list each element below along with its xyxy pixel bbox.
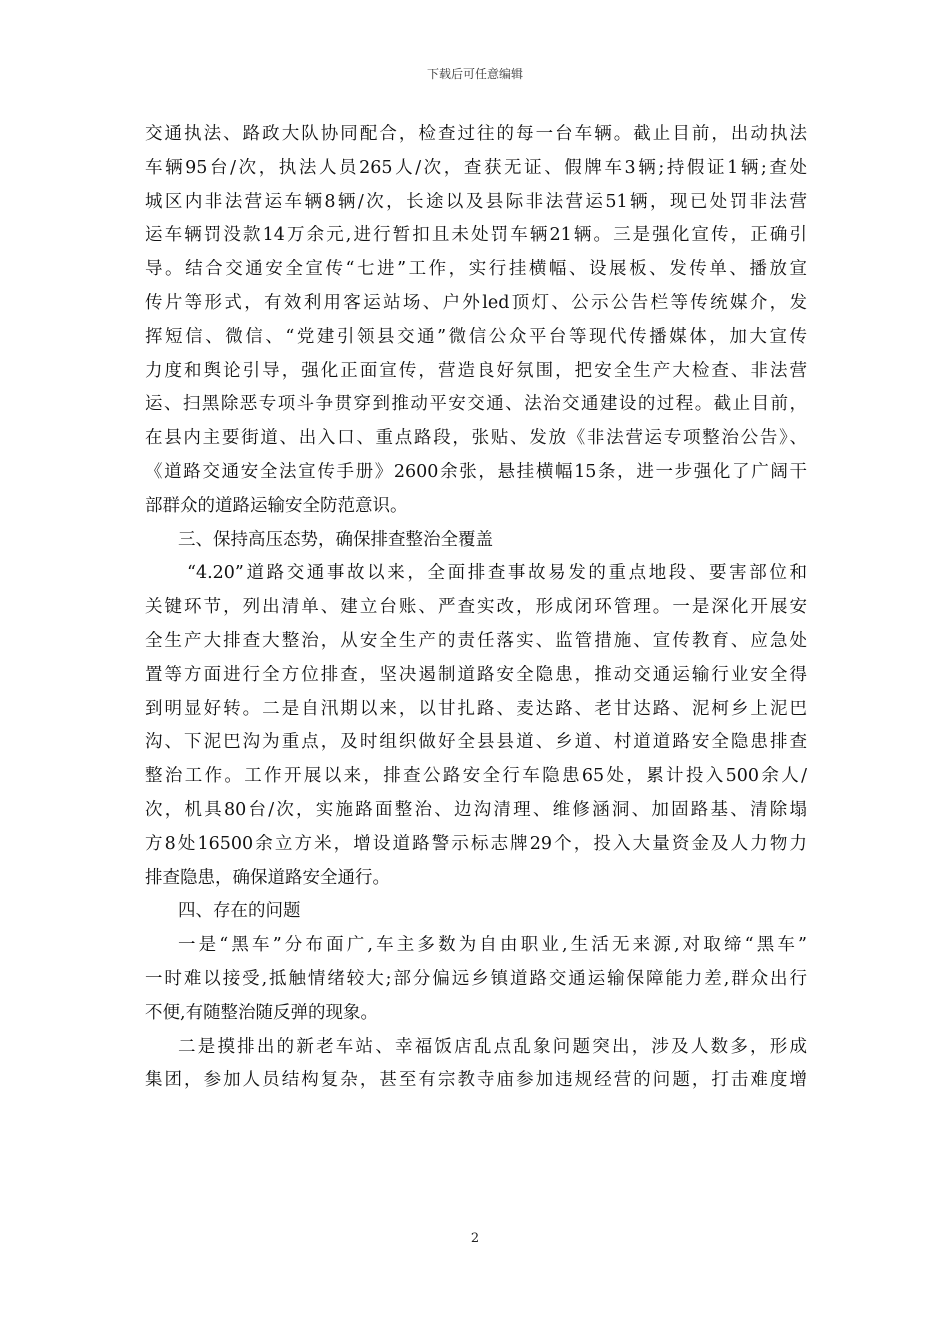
text-line: 交通执法、路政大队协同配合，检查过往的每一台车辆。截止目前，出动执法	[145, 124, 807, 144]
section-heading: 四、存在的问题	[178, 901, 301, 922]
page-number: 2	[470, 1231, 480, 1246]
text-line: 导。结合交通安全宣传“七进”工作，实行挂横幅、设展板、发传单、播放宣	[145, 259, 807, 280]
text-line: 二是摸排出的新老车站、幸福饭店乱点乱象问题突出，涉及人数多，形成	[178, 1036, 807, 1057]
text-line: 传片等形式，有效利用客运站场、户外led顶灯、公示公告栏等传统媒介，发	[145, 292, 807, 313]
text-line: 《道路交通安全法宣传手册》2600余张，悬挂横幅15条，进一步强化了广阔干	[145, 461, 807, 482]
section-heading: 三、保持高压态势，确保排查整治全覆盖	[178, 529, 493, 550]
text-line: “4.20”道路交通事故以来，全面排查事故易发的重点地段、要害部位和	[187, 563, 807, 584]
text-line: 全生产大排查大整治，从安全生产的责任落实、监管措施、宣传教育、应急处	[145, 630, 807, 651]
text-line: 一是“黑车”分布面广,车主多数为自由职业,生活无来源,对取缔“黑车”	[178, 935, 807, 956]
text-line: 整治工作。工作开展以来，排查公路安全行车隐患65处，累计投入500余人/	[145, 766, 807, 787]
text-line: 方8处16500余立方米，增设道路警示标志牌29个，投入大量资金及人力物力	[145, 833, 807, 854]
text-line: 次，机具80台/次，实施路面整治、边沟清理、维修涵洞、加固路基、清除塌	[145, 799, 807, 820]
text-line: 部群众的道路运输安全防范意识。	[145, 495, 408, 516]
text-line: 不便,有随整治随反弹的现象。	[145, 1002, 379, 1023]
text-line: 排查隐患，确保道路安全通行。	[145, 867, 390, 888]
text-line: 城区内非法营运车辆8辆/次，长途以及县际非法营运51辆，现已处罚非法营	[145, 191, 807, 212]
text-line: 一时难以接受,抵触情绪较大;部分偏远乡镇道路交通运输保障能力差,群众出行	[145, 968, 807, 989]
document-body	[145, 118, 807, 1098]
text-line: 在县内主要街道、出入口、重点路段，张贴、发放《非法营运专项整治公告》、	[145, 428, 807, 449]
text-line: 置等方面进行全方位排查，坚决遏制道路安全隐患，推动交通运输行业安全得	[145, 664, 807, 685]
text-line: 运、扫黑除恶专项斗争贯穿到推动平安交通、法治交通建设的过程。截止目前，	[145, 394, 807, 415]
text-line: 车辆95台/次，执法人员265人/次，查获无证、假牌车3辆;持假证1辆;查处	[145, 157, 807, 178]
text-line: 沟、下泥巴沟为重点，及时组织做好全县县道、乡道、村道道路安全隐患排查	[145, 732, 807, 753]
text-line: 集团，参加人员结构复杂，甚至有宗教寺庙参加违规经营的问题，打击难度增	[145, 1070, 807, 1091]
text-line: 到明显好转。二是自汛期以来，以甘扎路、麦达路、老甘达路、泥柯乡上泥巴	[145, 698, 807, 719]
page-header: 下载后可任意编辑	[426, 67, 523, 81]
text-line: 运车辆罚没款14万余元,进行暂扣且未处罚车辆21辆。三是强化宣传，正确引	[145, 225, 807, 246]
text-line: 力度和舆论引导，强化正面宣传，营造良好氛围，把安全生产大检查、非法营	[145, 360, 807, 381]
text-line: 关键环节，列出清单、建立台账、严查实改，形成闭环管理。一是深化开展安	[145, 597, 807, 618]
text-line: 挥短信、微信、“党建引领县交通”微信公众平台等现代传播媒体，加大宣传	[145, 326, 807, 347]
